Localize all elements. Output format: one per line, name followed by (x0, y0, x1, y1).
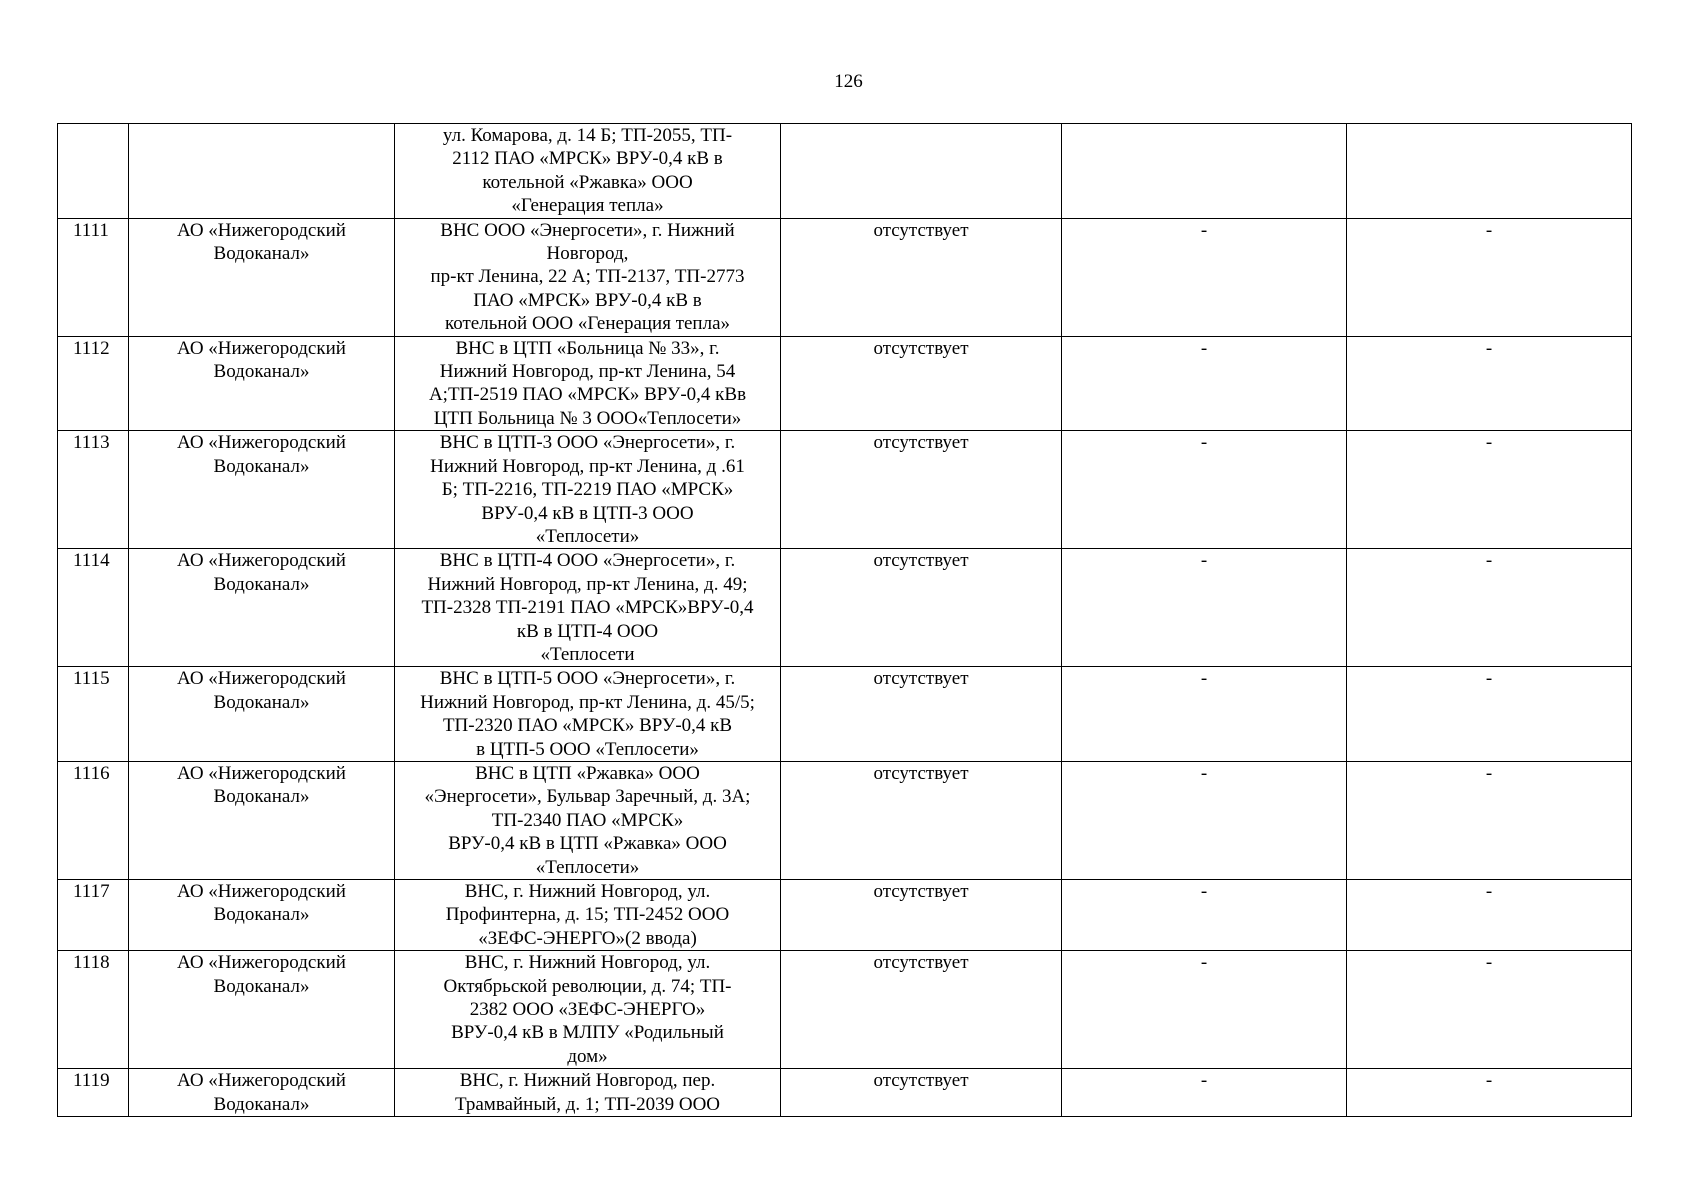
organization-line: АО «Нижегородский (177, 432, 346, 454)
table-row (58, 880, 1632, 951)
column-5-cell (1062, 761, 1347, 879)
object-line: 2112 ПАО «МРСК» ВРУ-0,4 кВ в (452, 148, 723, 170)
object-cell (395, 124, 781, 219)
object-line: «Теплосети» (535, 525, 640, 547)
object-line: ТП-2340 ПАО «МРСК» (491, 809, 684, 831)
row-number-cell (58, 1069, 129, 1117)
object-line: Б; ТП-2216, ТП-2219 ПАО «МРСК» (441, 479, 734, 501)
row-number: 1112 (73, 337, 110, 359)
organization-line: АО «Нижегородский (177, 668, 346, 690)
status-cell (781, 951, 1062, 1069)
object-line: Нижний Новгород, пр-кт Ленина, д .61 (430, 455, 745, 477)
organization-line: Водоканал» (213, 904, 310, 926)
object-line: ул. Комарова, д. 14 Б; ТП-2055, ТП- (442, 125, 733, 146)
organization-line: Водоканал» (213, 243, 310, 265)
column-5-value: - (1200, 337, 1208, 359)
column-6-cell (1347, 951, 1632, 1069)
object-cell (395, 336, 781, 431)
row-number-cell (58, 549, 129, 667)
table-row (58, 336, 1632, 431)
object-line: ВНС, г. Нижний Новгород, ул. (464, 952, 711, 974)
table-row (58, 951, 1632, 1069)
status-text: отсутствует (873, 219, 969, 241)
table-row (58, 124, 1632, 219)
column-5-cell (1062, 667, 1347, 762)
row-number-cell (58, 431, 129, 549)
organization-line: АО «Нижегородский (177, 1070, 346, 1092)
organization-line: АО «Нижегородский (177, 952, 346, 974)
organization-line: Водоканал» (213, 691, 310, 713)
object-cell (395, 667, 781, 762)
object-cell (395, 951, 781, 1069)
status-cell (781, 124, 1062, 219)
object-line: Нижний Новгород, пр-кт Ленина, д. 49; (427, 573, 748, 595)
object-cell (395, 761, 781, 879)
column-6-cell (1347, 880, 1632, 951)
row-number-cell (58, 951, 129, 1069)
registry-table (57, 123, 1632, 1117)
object-line: ТП-2328 ТП-2191 ПАО «МРСК»ВРУ-0,4 (421, 597, 754, 619)
organization-line: Водоканал» (213, 573, 310, 595)
status-cell (781, 549, 1062, 667)
column-6-value: - (1485, 762, 1493, 784)
organization-cell (129, 431, 395, 549)
object-line: Нижний Новгород, пр-кт Ленина, д. 45/5; (420, 691, 755, 713)
organization-cell (129, 218, 395, 336)
object-line: ВРУ-0,4 кВ в ЦТП-3 ООО (481, 502, 694, 524)
column-6-value: - (1485, 1070, 1493, 1092)
column-6-cell (1347, 549, 1632, 667)
status-cell (781, 880, 1062, 951)
object-line: Трамвайный, д. 1; ТП-2039 ООО (454, 1093, 721, 1115)
row-number: 1119 (73, 1070, 110, 1092)
row-number: 1118 (73, 952, 110, 974)
column-5-cell (1062, 549, 1347, 667)
object-line: А;ТП-2519 ПАО «МРСК» ВРУ-0,4 кВв (428, 384, 747, 406)
table-body (58, 124, 1632, 1117)
column-5-value: - (1200, 550, 1208, 572)
object-line: ВНС, г. Нижний Новгород, пер. (459, 1070, 716, 1092)
organization-line: АО «Нижегородский (177, 762, 346, 784)
status-cell (781, 336, 1062, 431)
column-6-cell (1347, 218, 1632, 336)
column-5-cell (1062, 951, 1347, 1069)
column-6-cell (1347, 336, 1632, 431)
column-5-value: - (1200, 432, 1208, 454)
status-cell (781, 761, 1062, 879)
object-cell (395, 549, 781, 667)
column-5-cell (1062, 124, 1347, 219)
column-6-value: - (1485, 881, 1493, 902)
object-line: Октябрьской революции, д. 74; ТП- (443, 975, 732, 997)
object-line: «Генерация тепла» (511, 195, 664, 217)
organization-cell (129, 1069, 395, 1117)
table-row (58, 667, 1632, 762)
column-5-value: - (1200, 668, 1208, 690)
status-cell (781, 431, 1062, 549)
object-line: «Теплосети» (535, 856, 640, 878)
organization-cell (129, 336, 395, 431)
object-line: ВНС в ЦТП «Ржавка» ООО (475, 762, 700, 784)
object-line: ВНС в ЦТП «Больница № 33», г. (455, 337, 720, 359)
object-line: кВ в ЦТП-4 ООО (516, 620, 659, 642)
object-line: дом» (567, 1045, 608, 1067)
status-text: отсутствует (873, 337, 969, 359)
column-5-cell (1062, 431, 1347, 549)
organization-line: Водоканал» (213, 361, 310, 383)
column-6-value: - (1485, 432, 1493, 454)
object-line: ТП-2320 ПАО «МРСК» ВРУ-0,4 кВ (442, 715, 733, 737)
column-6-value: - (1485, 550, 1493, 572)
organization-cell (129, 549, 395, 667)
table-row (58, 1069, 1632, 1117)
column-5-value: - (1200, 219, 1208, 241)
row-number: 1113 (73, 432, 110, 454)
status-text: отсутствует (873, 881, 969, 902)
object-line: «ЗЕФС-ЭНЕРГО»(2 ввода) (478, 927, 697, 949)
row-number: 1114 (73, 550, 110, 572)
column-5-cell (1062, 218, 1347, 336)
status-cell (781, 667, 1062, 762)
row-number-cell (58, 218, 129, 336)
object-line: пр-кт Ленина, 22 А; ТП-2137, ТП-2773 (430, 266, 745, 288)
object-line: «Теплосети (540, 643, 635, 665)
organization-line: АО «Нижегородский (177, 337, 346, 359)
organization-cell (129, 880, 395, 951)
organization-line: АО «Нижегородский (177, 550, 346, 572)
object-line: ПАО «МРСК» ВРУ-0,4 кВ в (473, 289, 702, 311)
organization-line: Водоканал» (213, 1093, 310, 1115)
organization-line: АО «Нижегородский (177, 881, 346, 902)
status-text: отсутствует (873, 668, 969, 690)
column-6-cell (1347, 667, 1632, 762)
object-line: ВНС, г. Нижний Новгород, ул. (464, 881, 711, 902)
organization-cell (129, 667, 395, 762)
column-6-cell (1347, 431, 1632, 549)
organization-cell (129, 761, 395, 879)
table-row (58, 218, 1632, 336)
column-6-cell (1347, 761, 1632, 879)
status-text: отсутствует (873, 1070, 969, 1092)
row-number: 1115 (73, 668, 110, 690)
table-row (58, 761, 1632, 879)
column-5-value: - (1200, 881, 1208, 902)
organization-line: Водоканал» (213, 975, 310, 997)
object-line: ЦТП Больница № 3 ООО«Теплосети» (433, 407, 742, 429)
column-6-cell (1347, 124, 1632, 219)
object-cell (395, 1069, 781, 1117)
status-text: отсутствует (873, 952, 969, 974)
row-number-cell (58, 761, 129, 879)
status-cell (781, 218, 1062, 336)
status-text: отсутствует (873, 762, 969, 784)
object-cell (395, 218, 781, 336)
object-line: Новгород, (546, 243, 629, 265)
column-6-value: - (1485, 219, 1493, 241)
row-number-cell (58, 124, 129, 219)
object-line: котельной ООО «Генерация тепла» (444, 313, 731, 335)
status-text: отсутствует (873, 432, 969, 454)
table-row (58, 549, 1632, 667)
row-number-cell (58, 880, 129, 951)
object-cell (395, 880, 781, 951)
row-number: 1116 (73, 762, 110, 784)
object-line: ВНС ООО «Энергосети», г. Нижний (440, 219, 735, 241)
object-line: ВНС в ЦТП-3 ООО «Энергосети», г. (439, 432, 736, 454)
column-6-value: - (1485, 337, 1493, 359)
row-number-cell (58, 667, 129, 762)
row-number-cell (58, 336, 129, 431)
object-line: Нижний Новгород, пр-кт Ленина, 54 (439, 361, 736, 383)
status-cell (781, 1069, 1062, 1117)
organization-line: АО «Нижегородский (177, 219, 346, 241)
column-5-cell (1062, 336, 1347, 431)
object-line: ВРУ-0,4 кВ в ЦТП «Ржавка» ООО (448, 833, 727, 855)
object-line: ВНС в ЦТП-5 ООО «Энергосети», г. (439, 668, 736, 690)
object-line: котельной «Ржавка» ООО (482, 171, 693, 193)
column-6-value: - (1485, 952, 1493, 974)
row-number: 1111 (73, 219, 109, 241)
object-line: ВРУ-0,4 кВ в МЛПУ «Родильный (451, 1022, 724, 1044)
object-cell (395, 431, 781, 549)
object-line: 2382 ООО «ЗЕФС-ЭНЕРГО» (469, 999, 706, 1021)
object-line: Профинтерна, д. 15; ТП-2452 ООО (445, 904, 730, 926)
row-number: 1117 (73, 881, 110, 902)
organization-cell (129, 951, 395, 1069)
column-6-value: - (1485, 668, 1493, 690)
column-5-value: - (1200, 952, 1208, 974)
organization-line: Водоканал» (213, 455, 310, 477)
status-text: отсутствует (873, 550, 969, 572)
object-line: в ЦТП-5 ООО «Теплосети» (476, 738, 699, 760)
organization-cell (129, 124, 395, 219)
column-5-value: - (1200, 1070, 1208, 1092)
table-row (58, 431, 1632, 549)
column-5-value: - (1200, 762, 1208, 784)
object-line: «Энергосети», Бульвар Заречный, д. 3А; (424, 786, 751, 808)
column-5-cell (1062, 880, 1347, 951)
organization-line: Водоканал» (213, 786, 310, 808)
column-6-cell (1347, 1069, 1632, 1117)
column-5-cell (1062, 1069, 1347, 1117)
object-line: ВНС в ЦТП-4 ООО «Энергосети», г. (439, 550, 736, 572)
page-number: 126 (834, 71, 863, 92)
